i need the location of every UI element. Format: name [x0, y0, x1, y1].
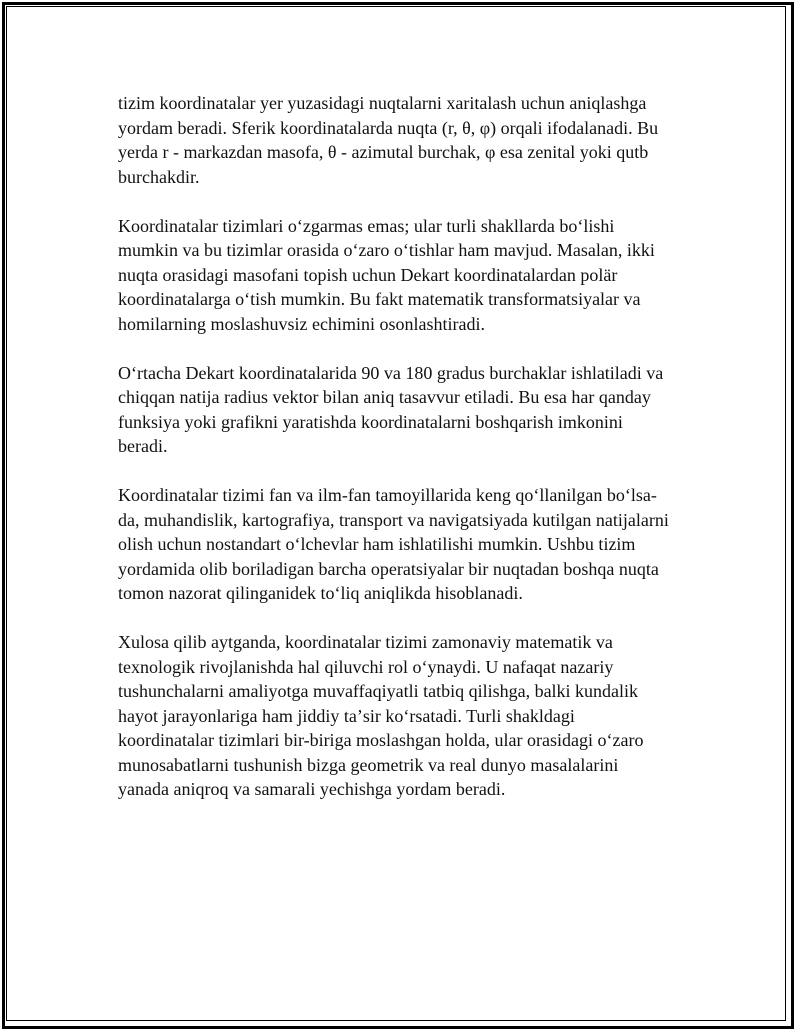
text-line: Koordinatalar tizimi fan va ilm-fan tamoyillarida keng qoʻllanilgan boʻlsa-	[118, 485, 657, 505]
text-line: Koordinatalar tizimlari oʻzgarmas emas; ular turli shakllarda boʻlishi	[118, 215, 615, 236]
text-line: munosabatlarni tushunish bizga geometrik va real dunyo masalalarini	[118, 754, 619, 775]
text-line: Oʻrtacha Dekart koordinatalarida 90 va 180 gradus burchaklar ishlatiladi va	[118, 362, 664, 383]
text-line: koordinatalarga oʻtish mumkin. Bu fakt matematik transformatsiyalar va	[118, 289, 641, 309]
text-line: funksiya yoki grafikni yaratishda koordinatalarni boshqarish imkonini	[118, 411, 623, 432]
text-line: Xulosa qilib aytganda, koordinatalar tizimi zamonaviy matematik va	[118, 632, 613, 652]
text-line: yanada aniqroq va samarali yechishga yordam beradi.	[118, 779, 506, 799]
text-line: tomon nazorat qilinganidek toʻliq aniqlikda hisoblanadi.	[118, 583, 523, 603]
text-line: olish uchun nostandart oʻlchevlar ham ishlatilishi mumkin. Ushbu tizim	[118, 534, 636, 554]
paragraph-3	[118, 361, 693, 459]
text-line: burchakdir.	[118, 166, 200, 187]
text-line: yordam beradi. Sferik koordinatalarda nuqta (r, θ, φ) orqali ifodalanadi. Bu	[118, 117, 659, 138]
text-line: chiqqan natija radius vektor bilan aniq tasavvur etiladi. Bu esa har qanday	[118, 387, 651, 407]
text-line: mumkin va bu tizimlar orasida oʻzaro oʻtishlar ham mavjud. Masalan, ikki	[118, 240, 655, 260]
text-line: koordinatalar tizimlari bir-biriga moslashgan holda, ular orasidagi oʻzaro	[118, 730, 644, 750]
text-line: da, muhandislik, kartografiya, transport va navigatsiyada kutilgan natijalarni	[118, 509, 669, 530]
text-line: tizim koordinatalar yer yuzasidagi nuqtalarni xaritalash uchun aniqlashga	[118, 93, 647, 113]
paragraph-1	[118, 91, 693, 189]
document-body	[118, 91, 693, 826]
paragraph-5	[118, 630, 693, 802]
text-line: yordamida olib boriladigan barcha operatsiyalar bir nuqtadan boshqa nuqta	[118, 558, 659, 579]
text-line: nuqta orasidagi masofani topish uchun Dekart koordinatalardan polär	[118, 264, 618, 285]
text-line: texnologik rivojlanishda hal qiluvchi rol oʻynaydi. U nafaqat nazariy	[118, 656, 614, 677]
paragraph-2	[118, 214, 693, 337]
text-line: beradi.	[118, 436, 168, 456]
paragraph-4	[118, 483, 693, 606]
text-line: tushunchalarni amaliyotga muvaffaqiyatli tatbiq qilishga, balki kundalik	[118, 681, 639, 701]
text-line: homilarning moslashuvsiz echimini osonlashtiradi.	[118, 313, 485, 334]
text-line: yerda r - markazdan masofa, θ - azimutal burchak, φ esa zenital yoki qutb	[118, 142, 649, 162]
text-line: hayot jarayonlariga ham jiddiy taʼsir koʻrsatadi. Turli shakldagi	[118, 705, 575, 726]
